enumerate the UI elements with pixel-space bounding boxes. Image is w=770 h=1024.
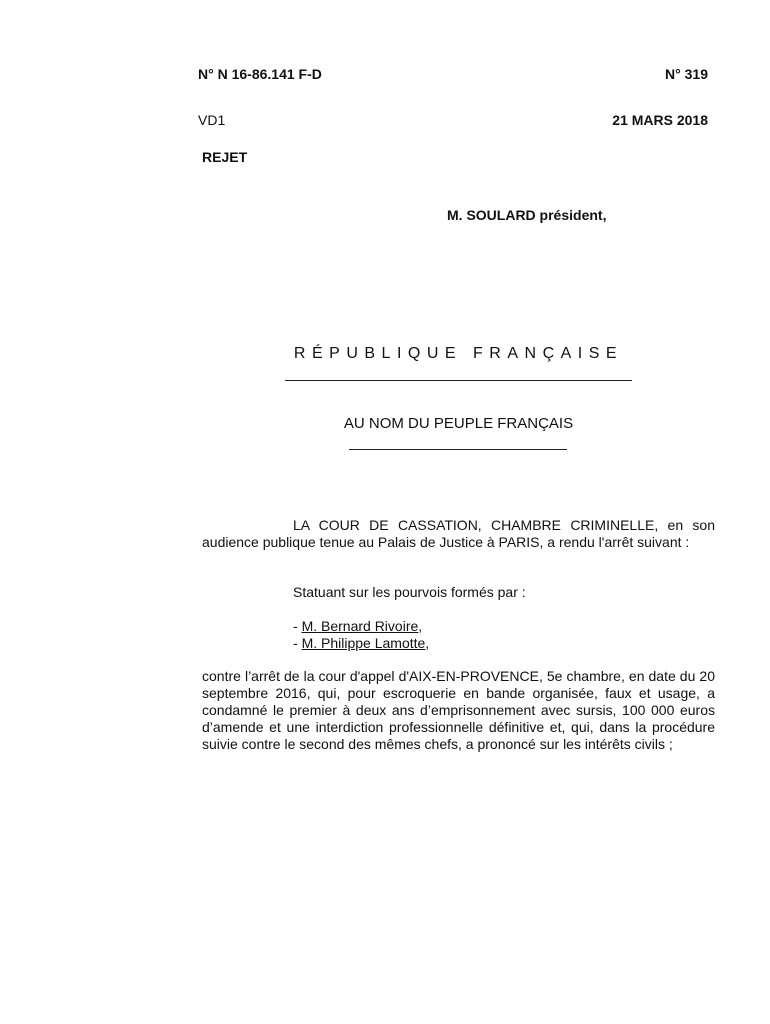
against-paragraph: contre l’arrêt de la cour d'appel d'AIX-EN-PROVENCE, 5e chambre, en date du 20 septembre 2016, qui, pour escroquerie en bande organisée, faux et usage, a condamné le premier à deux ans d’emprisonnement avec sursis, 100 000 euros d’amende et une interdiction professionnelle définitive et, qui, dans la procédure suivie contre le second des mêmes chefs, a prononcé sur les intérêts civils ; — [202, 668, 715, 752]
appellant-item — [293, 635, 770, 652]
verdict-label: REJET — [202, 149, 248, 165]
appellant-item — [293, 618, 770, 635]
decision-number: N° 319 — [665, 66, 708, 82]
heading-divider — [285, 380, 632, 381]
heading-divider — [349, 449, 567, 450]
republic-heading: RÉPUBLIQUE FRANÇAISE — [293, 345, 624, 362]
appellant-prefix: - — [293, 618, 302, 634]
case-number: N° N 16-86.141 F-D — [198, 66, 322, 82]
appellant-suffix: , — [425, 635, 430, 651]
vd-code: VD1 — [198, 112, 226, 128]
appellant-name: M. Bernard Rivoire — [301, 618, 419, 634]
appellant-suffix: , — [418, 618, 423, 634]
intro-paragraph: LA COUR DE CASSATION, CHAMBRE CRIMINELLE, en son audience publique tenue au Palais de Justice à PARIS, a rendu l'arrêt suivant : — [202, 517, 715, 550]
decision-date: 21 MARS 2018 — [612, 112, 708, 128]
president-name: M. SOULARD président, — [447, 207, 607, 223]
people-heading: AU NOM DU PEUPLE FRANÇAIS — [343, 415, 574, 432]
appellant-prefix: - — [293, 635, 302, 651]
appellant-name: M. Philippe Lamotte — [301, 635, 426, 651]
ruling-on-paragraph: Statuant sur les pourvois formés par : — [293, 584, 526, 600]
